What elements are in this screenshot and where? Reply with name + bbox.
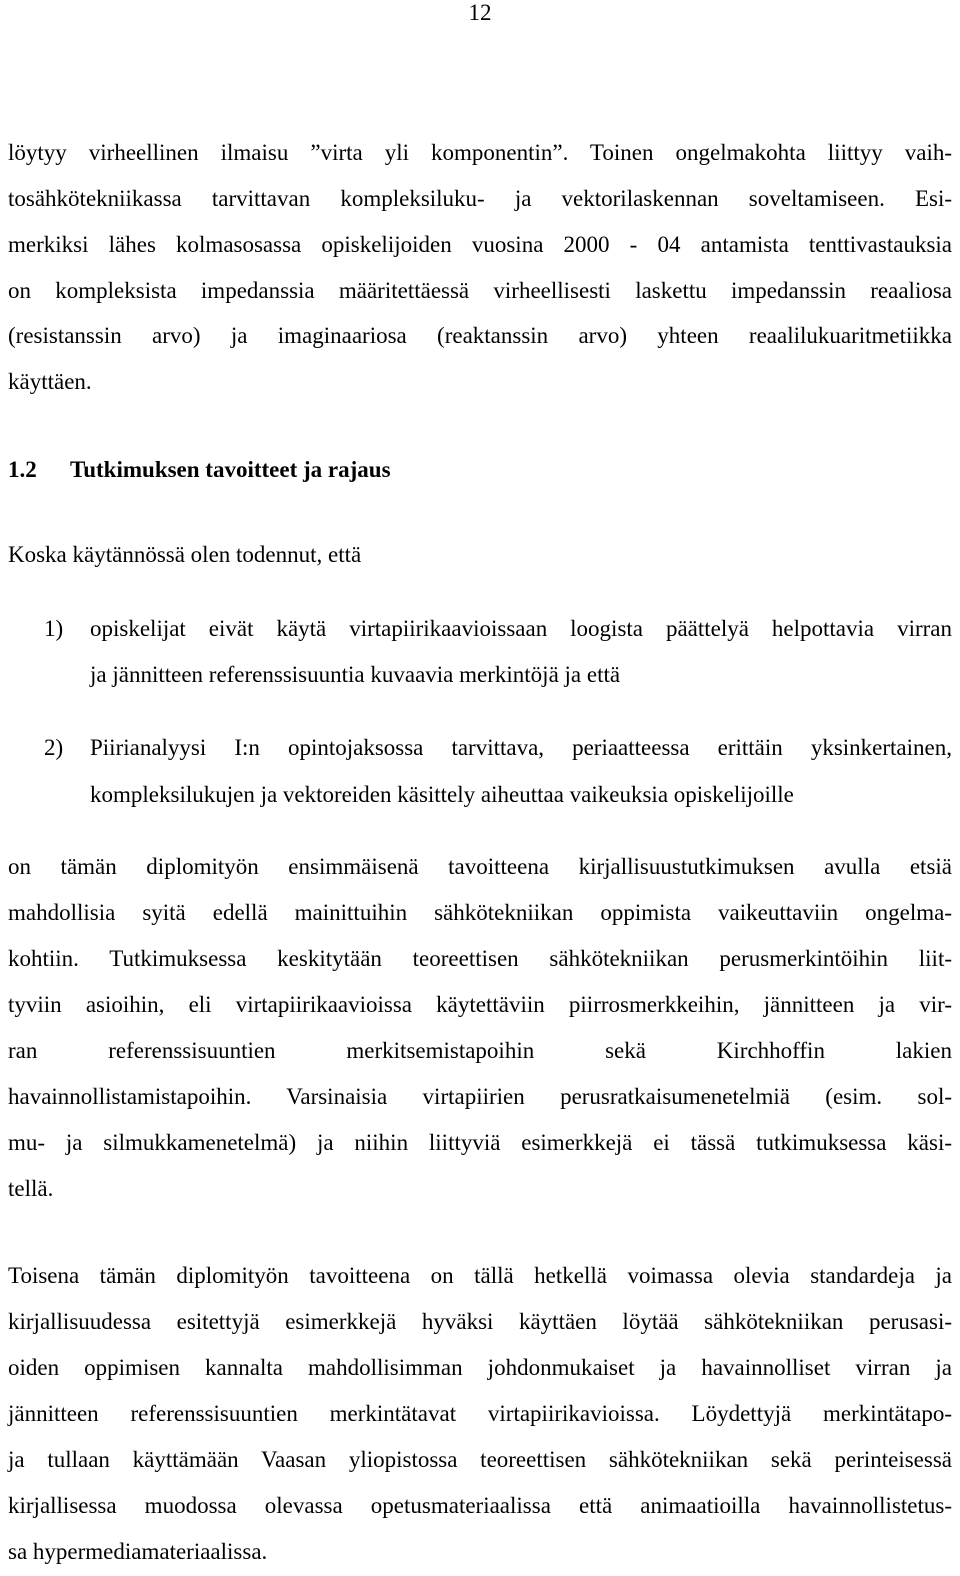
page-number: 12 xyxy=(468,0,492,25)
text-line: oiden oppimisen kannalta mahdollisimman johdonmukaiset ja havainnolliset virran ja xyxy=(8,1355,952,1380)
list-item-line: ja jännitteen referenssisuuntia kuvaavia merkintöjä ja että xyxy=(90,662,621,687)
text-line: käyttäen. xyxy=(8,369,92,394)
text-line: löytyy virheellinen ilmaisu ”virta yli komponentin”. Toinen ongelmakohta liittyy vaih- xyxy=(8,140,952,165)
text-line: (resistanssin arvo) ja imaginaariosa (reaktanssin arvo) yhteen reaalilukuaritmetiikka xyxy=(8,323,952,348)
text-line: tyviin asioihin, eli virtapiirikaavioissa käytettäviin piirrosmerkkeihin, jännitteen ja vir- xyxy=(8,992,952,1017)
text-line: kirjallisuudessa esitettyjä esimerkkejä hyväksi käyttäen löytää sähkötekniikan perusasi- xyxy=(8,1309,952,1334)
word: Kirchhoffin xyxy=(716,1038,825,1063)
list-item-line: kompleksilukujen ja vektoreiden käsittely aiheuttaa vaikeuksia opiskelijoille xyxy=(90,782,794,807)
text-line: merkiksi lähes kolmasosassa opiskelijoiden vuosina 2000 - 04 antamista tenttivastauksia xyxy=(8,232,952,257)
text-line: kohtiin. Tutkimuksessa keskitytään teoreettisen sähkötekniikan perusmerkintöihin liit- xyxy=(8,946,952,971)
text-line xyxy=(8,1037,952,1065)
text-line: ja tullaan käyttämään Vaasan yliopistossa teoreettisen sähkötekniikan sekä perinteisessä xyxy=(8,1447,952,1472)
text-line: tellä. xyxy=(8,1176,54,1201)
text-line: jännitteen referenssisuuntien merkintätavat virtapiirikavioissa. Löydettyjä merkintätapo- xyxy=(8,1401,952,1426)
text-line: on tämän diplomityön ensimmäisenä tavoitteena kirjallisuustutkimuksen avulla etsiä xyxy=(8,854,952,879)
text-line: mu- ja silmukkamenetelmä) ja niihin liittyviä esimerkkejä ei tässä tutkimuksessa käsi- xyxy=(8,1130,952,1155)
list-marker: 2) xyxy=(44,735,64,760)
section-title: Tutkimuksen tavoitteet ja rajaus xyxy=(70,457,391,482)
list-item-line: Piirianalyysi I:n opintojaksossa tarvittava, periaatteessa erittäin yksinkertainen, xyxy=(90,735,952,760)
word: sekä xyxy=(605,1038,646,1063)
list-item-line: opiskelijat eivät käytä virtapiirikaavioissaan loogista päättelyä helpottavia virran xyxy=(90,616,952,641)
text-line: havainnollistamistapoihin. Varsinaisia virtapiirien perusratkaisumenetelmiä (esim. sol- xyxy=(8,1084,952,1109)
section-heading xyxy=(8,456,391,484)
text-line: tosähkötekniikassa tarvittavan kompleksiluku- ja vektorilaskennan soveltamiseen. Esi- xyxy=(8,186,952,211)
intro-text: Koska käytännössä olen todennut, että xyxy=(8,542,362,567)
text-line: on kompleksista impedanssia määritettäessä virheellisesti laskettu impedanssin reaaliosa xyxy=(8,278,952,303)
word: lakien xyxy=(895,1038,952,1063)
text-line: sa hypermediamateriaalissa. xyxy=(8,1539,268,1564)
text-line: Toisena tämän diplomityön tavoitteena on tällä hetkellä voimassa olevia standardeja ja xyxy=(8,1263,952,1288)
spaced-line xyxy=(8,1037,952,1065)
word: ran xyxy=(8,1038,38,1063)
text-line: kirjallisessa muodossa olevassa opetusmateriaalissa että animaatioilla havainnollistetus- xyxy=(8,1493,952,1518)
list-marker: 1) xyxy=(44,616,64,641)
section-number: 1.2 xyxy=(8,457,37,482)
word: referenssisuuntien xyxy=(108,1038,276,1063)
word: merkitsemistapoihin xyxy=(346,1038,535,1063)
text-line: mahdollisia syitä edellä mainittuihin sähkötekniikan oppimista vaikeuttaviin ongelma- xyxy=(8,900,952,925)
